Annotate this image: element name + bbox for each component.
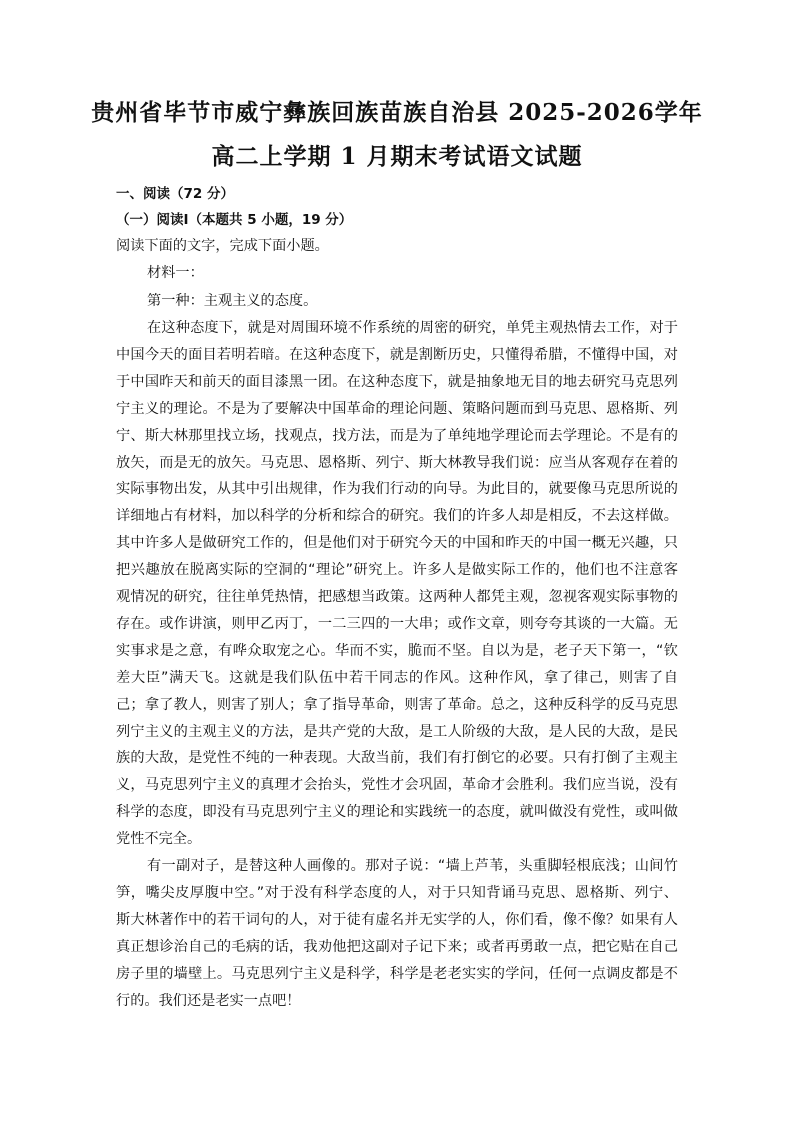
passage-line: 实事求是之意，有哗众取宠之心。华而不实，脆而不坚。自以为是，老子天下第一，“钦	[116, 642, 678, 659]
passage-line: 列宁主义的主观主义的方法，是共产党的大敌，是工人阶级的大敌，是人民的大敌，是民	[116, 723, 678, 740]
passage-line: 实际事物出发，从其中引出规律，作为我们行动的向导。为此目的，就要像马克思所说的	[116, 481, 678, 498]
passage-line: 观情况的研究，往往单凭热情，把感想当政策。这两种人都凭主观，忽视客观实际事物的	[116, 589, 678, 605]
passage-line: 行的。我们还是老实一点吧！	[116, 992, 301, 1009]
passage-line: 党性不完全。	[116, 831, 202, 848]
passage-line: 放矢，而是无的放矢。马克思、恩格斯、列宁、斯大林教导我们说：应当从客观存在着的	[116, 454, 678, 471]
passage-line: 详细地占有材料，加以科学的分析和综合的研究。我们的许多人却是相反，不去这样做。	[116, 508, 678, 525]
passage-line: 其中许多人是做研究工作的，但是他们对于研究今天的中国和昨天的中国一概无兴趣，只	[116, 535, 678, 552]
material-label: 材料一：	[147, 265, 204, 281]
exam-title-line-2: 高二上学期 1 月期末考试语文试题	[211, 143, 583, 170]
passage-heading: 第一种：主观主义的态度。	[147, 293, 318, 309]
passage-line: 科学的态度，即没有马克思列宁主义的理论和实践统一的态度，就叫做没有党性，或叫做	[116, 804, 678, 821]
passage-line: 差大臣”满天飞。这就是我们队伍中若干同志的作风。这种作风，拿了律己，则害了自	[116, 669, 678, 686]
passage-line: 中国今天的面目若明若暗。在这种态度下，就是割断历史，只懂得希腊，不懂得中国，对	[116, 346, 678, 363]
passage-line: 宁、斯大林那里找立场，找观点，找方法，而是为了单纯地学理论而去学理论。不是有的	[116, 427, 678, 444]
passage-line: 义，马克思列宁主义的真理才会抬头，党性才会巩固，革命才会胜利。我们应当说，没有	[116, 777, 678, 794]
passage-line: 斯大林著作中的若干词句的人，对于徒有虚名并无实学的人，你们看，像不像？如果有人	[116, 911, 678, 928]
passage-line: 把兴趣放在脱离实际的空洞的“理论”研究上。许多人是做实际工作的，他们也不注意客	[116, 562, 678, 579]
passage-line: 笋，嘴尖皮厚腹中空。”对于没有科学态度的人，对于只知背诵马克思、恩格斯、列宁、	[116, 884, 678, 901]
passage-line: 存在。或作讲演，则甲乙丙丁，一二三四的一大串；或作文章，则夸夸其谈的一大篇。无	[116, 615, 678, 632]
instruction-text: 阅读下面的文字，完成下面小题。	[116, 238, 329, 254]
passage-line: 宁主义的理论。不是为了要解决中国革命的理论问题、策略问题而到马克思、恩格斯、列	[116, 400, 678, 417]
passage-line: 于中国昨天和前天的面目漆黑一团。在这种态度下，就是抽象地无目的地去研究马克思列	[116, 373, 678, 390]
passage-line: 己；拿了教人，则害了别人；拿了指导革命，则害了革命。总之，这种反科学的反马克思	[116, 696, 678, 713]
passage-line: 房子里的墙壁上。马克思列宁主义是科学，科学是老老实实的学问，任何一点调皮都是不	[116, 965, 678, 982]
section-heading-reading: 一、阅读（72 分）	[116, 186, 234, 202]
subsection-heading-reading-1: （一）阅读Ⅰ（本题共 5 小题，19 分）	[116, 212, 353, 228]
passage-line: 真正想诊治自己的毛病的话，我劝他把这副对子记下来；或者再勇敢一点，把它贴在自己	[116, 938, 678, 955]
passage-line: 有一副对子，是替这种人画像的。那对子说：“墙上芦苇，头重脚轻根底浅；山间竹	[147, 858, 678, 874]
passage-line: 族的大敌，是党性不纯的一种表现。大敌当前，我们有打倒它的必要。只有打倒了主观主	[116, 750, 678, 767]
exam-title-line-1: 贵州省毕节市威宁彝族回族苗族自治县 2025-2026学年	[91, 99, 703, 126]
passage-line: 在这种态度下，就是对周围环境不作系统的周密的研究，单凭主观热情去工作，对于	[147, 320, 678, 336]
